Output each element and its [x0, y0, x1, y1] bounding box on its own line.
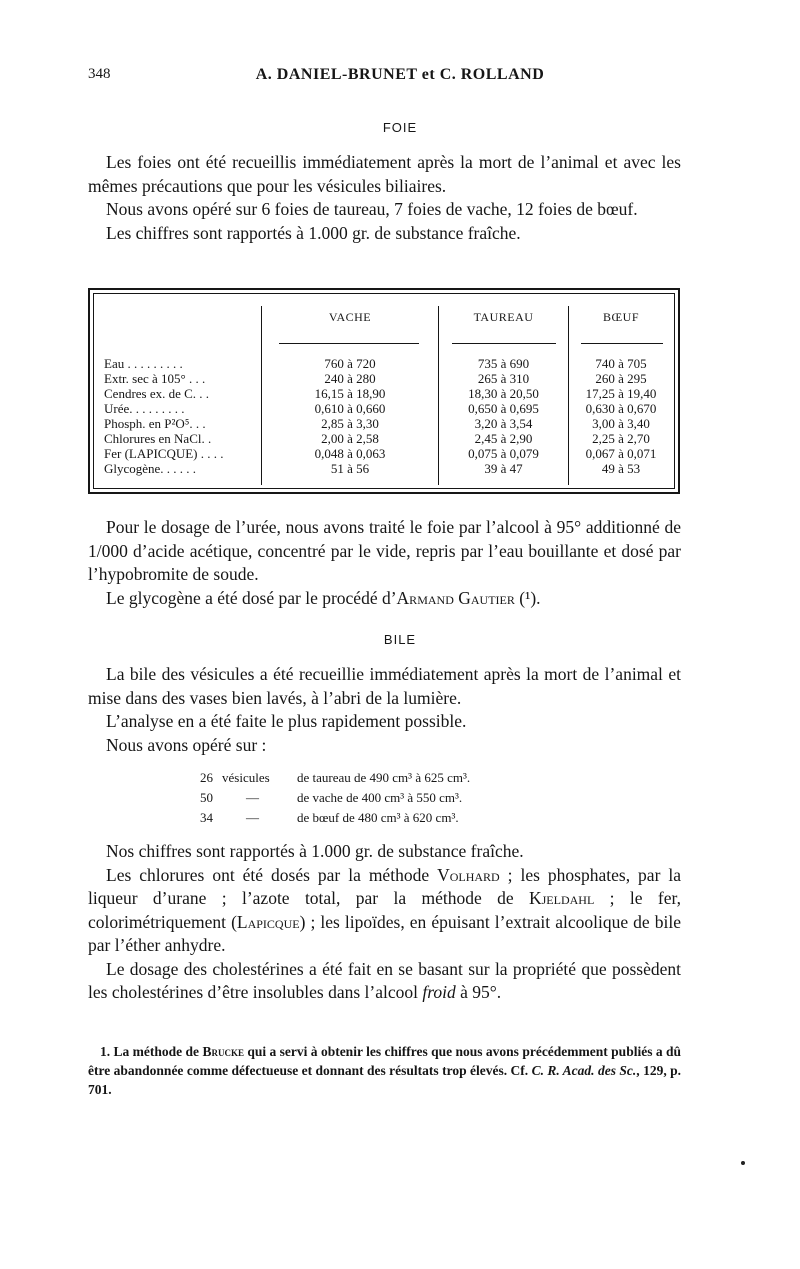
author-name: Lapicque — [236, 911, 300, 932]
author-name: Kjeldahl — [529, 888, 595, 908]
text-run: ) ; les lipoïdes, en épuisant l’extrait alcoolique de bile par l’éther anhydre. — [88, 911, 681, 955]
text-run: Le dosage des cholestérines a été fait en se basant sur la propriété que possèdent les cholestérines d’être insolubles dans l’alcool — [88, 958, 681, 1002]
after-table-text — [88, 516, 681, 610]
row-label-uree: Urée. . . . . . . . . — [104, 401, 185, 416]
cell-taureau: 3,20 à 3,54 — [474, 416, 533, 431]
text-run: ; les phosphates, par la liqueur d’urane ; l’azote total, par la méthode de — [88, 864, 681, 908]
text-run: 1. La méthode de — [100, 1044, 203, 1059]
cell-boeuf: 49 à 53 — [601, 461, 641, 476]
column-header-boeuf: BŒUF — [602, 310, 639, 324]
cell-boeuf: 0,630 à 0,670 — [585, 401, 657, 416]
bile-text-2 — [88, 840, 681, 1005]
cell-taureau: 265 à 310 — [477, 371, 530, 386]
journal-title: C. R. Acad. des Sc. — [531, 1063, 637, 1078]
foie-paragraph-2: Nous avons opéré sur 6 foies de taureau, 7 foies de vache, 12 foies de bœuf. — [106, 199, 638, 219]
cell-taureau: 39 à 47 — [484, 461, 523, 476]
cell-vache: 16,15 à 18,90 — [314, 386, 386, 401]
volume-number: 129 — [643, 1063, 664, 1078]
uree-paragraph: Pour le dosage de l’urée, nous avons traité le foie par l’alcool à 95° additionné de 1/000 d’acide acétique, concentré par le vide, repris par l’eau bouillante et dosé par l’hypobromite de soude. — [88, 517, 681, 584]
page-number: 348 — [88, 66, 111, 82]
cell-vache: 2,00 à 2,58 — [321, 431, 379, 446]
cell-vache: 240 à 280 — [324, 371, 376, 386]
author-name: Volhard — [437, 864, 500, 885]
bile-paragraph-3: Nous avons opéré sur : — [106, 734, 267, 755]
section-heading-foie: FOIE — [382, 120, 418, 135]
running-title: A. DANIEL-BRUNET et C. ROLLAND — [255, 66, 545, 83]
text-run: qui a servi à obtenir les chiffres que nous avons précédemment publiés a dû être abandonnée comme défectueuse et donnant des résultats trop élevés. Cf. — [88, 1044, 682, 1078]
text-run: (¹). — [514, 587, 541, 608]
bile-paragraph-5 — [88, 864, 681, 958]
list-text: de taureau de 490 cm³ à 625 cm³. — [297, 770, 471, 785]
cell-boeuf: 0,067 à 0,071 — [585, 446, 657, 461]
row-label-phosph: Phosph. en P²O⁵. . . — [104, 416, 206, 431]
list-count: 34 — [200, 810, 213, 825]
foie-table — [88, 288, 680, 494]
text-run: , — [636, 1063, 644, 1078]
section-heading-bile: BILE — [383, 632, 417, 647]
cell-boeuf: 3,00 à 3,40 — [592, 416, 650, 431]
header-rule — [452, 343, 556, 344]
bile-text-1 — [88, 663, 681, 757]
footnote — [88, 1042, 681, 1099]
cell-vache: 0,610 à 0,660 — [314, 401, 386, 416]
list-marker: — — [246, 790, 259, 805]
row-label-glycogene: Glycogène. . . . . . — [104, 461, 197, 476]
bile-paragraph-4: Nos chiffres sont rapportés à 1.000 gr. de substance fraîche. — [106, 841, 524, 861]
cell-boeuf: 260 à 295 — [595, 371, 647, 386]
cell-taureau: 0,075 à 0,079 — [468, 446, 539, 461]
text-run: , p. 701. — [88, 1063, 681, 1097]
glycogene-paragraph — [88, 587, 681, 611]
row-label-chlorures: Chlorures en NaCl. . — [104, 431, 212, 446]
foie-text — [88, 151, 681, 245]
cell-vache: 0,048 à 0,063 — [314, 446, 386, 461]
cell-vache: 51 à 56 — [330, 461, 370, 476]
bile-paragraph-2: L’analyse en a été faite le plus rapidement possible. — [106, 711, 467, 731]
cell-boeuf: 17,25 à 19,40 — [585, 386, 657, 401]
column-header-taureau: TAUREAU — [473, 310, 534, 324]
row-label-extr-sec: Extr. sec à 105° . . . — [104, 371, 206, 386]
table-inner-frame — [93, 293, 675, 489]
text-run: à 95°. — [455, 982, 502, 1002]
cell-boeuf: 740 à 705 — [595, 356, 647, 371]
cell-boeuf: 2,25 à 2,70 — [592, 431, 650, 446]
list-count: 26 — [200, 770, 213, 785]
header-rule — [279, 343, 419, 344]
author-name: Brucke — [202, 1044, 244, 1059]
list-count: 50 — [200, 790, 213, 805]
ink-speck — [741, 1161, 745, 1165]
list-text: de bœuf de 480 cm³ à 620 cm³. — [297, 810, 459, 825]
foie-paragraph-3: Les chiffres sont rapportés à 1.000 gr. de substance fraîche. — [106, 222, 521, 243]
row-label-cendres: Cendres ex. de C. . . — [104, 386, 210, 401]
row-label-fer: Fer (LAPICQUE) . . . . — [104, 446, 224, 461]
italic-word: froid — [422, 982, 456, 1002]
list-marker: vésicules — [222, 770, 270, 785]
foie-paragraph-1: Les foies ont été recueillis immédiatement après la mort de l’animal et avec les mêmes précautions que pour les vésicules biliaires. — [88, 152, 681, 196]
header-rule — [581, 343, 663, 344]
cell-taureau: 0,650 à 0,695 — [468, 401, 539, 416]
cell-vache: 2,85 à 3,30 — [321, 416, 379, 431]
text-run: ; le fer, colorimétriquement ( — [88, 888, 681, 932]
author-name: Armand Gautier — [396, 587, 515, 608]
list-marker: — — [246, 810, 259, 825]
cell-taureau: 735 à 690 — [477, 356, 530, 371]
text-run: Les chlorures ont été dosés par la méthode — [106, 864, 438, 885]
column-header-vache: VACHE — [328, 310, 372, 324]
cell-vache: 760 à 720 — [324, 356, 376, 371]
cell-taureau: 2,45 à 2,90 — [474, 431, 533, 446]
list-text: de vache de 400 cm³ à 550 cm³. — [297, 790, 463, 805]
cell-taureau: 18,30 à 20,50 — [468, 386, 539, 401]
bile-paragraph-1: La bile des vésicules a été recueillie immédiatement après la mort de l’animal et mise dans des vases bien lavés, à l’abri de la lumière. — [88, 664, 681, 708]
text-run: Le glycogène a été dosé par le procédé d’ — [106, 587, 397, 608]
row-label-eau: Eau . . . . . . . . . — [104, 356, 183, 371]
bile-paragraph-6 — [88, 958, 681, 1005]
